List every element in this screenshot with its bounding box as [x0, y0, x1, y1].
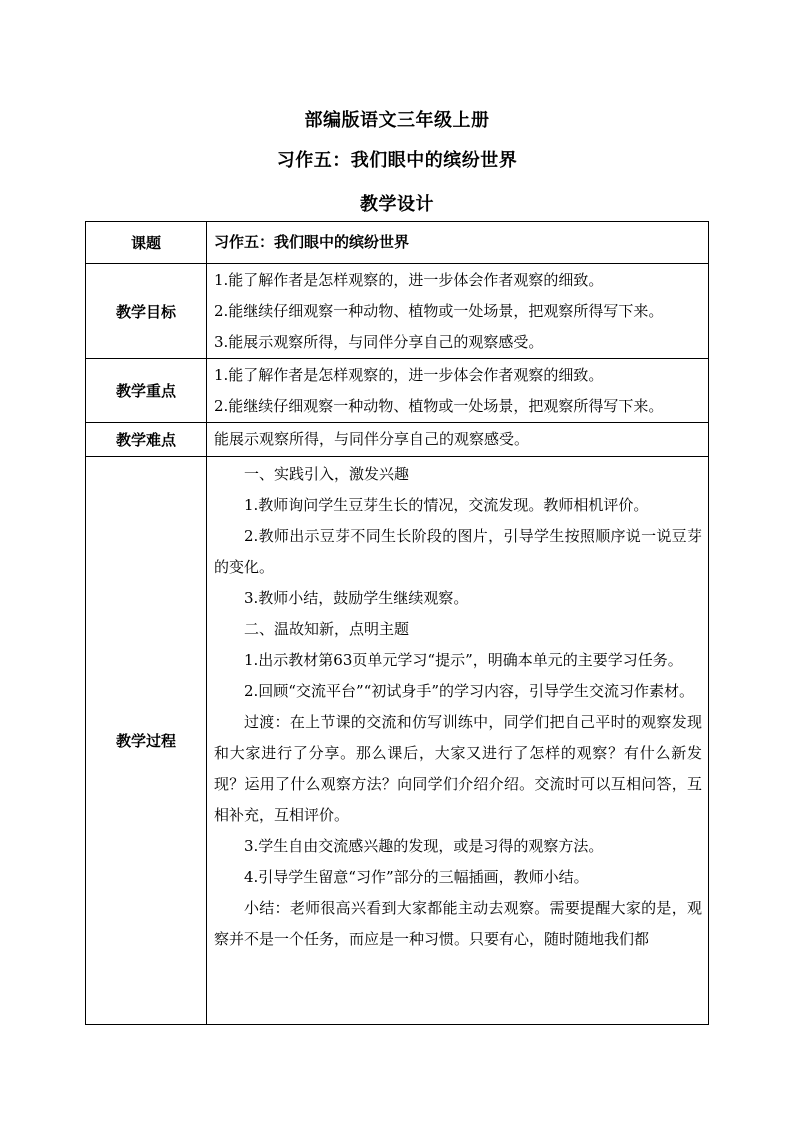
process-paragraph: 3.教师小结，鼓励学生继续观察。 — [244, 589, 469, 607]
list-item: 1.能了解作者是怎样观察的，进一步体会作者观察的细致。 — [214, 270, 604, 289]
table-row-difficulty — [86, 423, 709, 457]
topic-label: 课题 — [86, 222, 207, 264]
goals-label: 教学目标 — [86, 264, 207, 359]
lesson-title: 习作五：我们眼中的缤纷世界 — [276, 150, 518, 171]
key-points-content — [207, 359, 709, 423]
process-paragraph: 一、实践引入，激发兴趣 — [244, 465, 410, 483]
table-row-topic — [86, 222, 709, 264]
process-paragraph: 2.回顾“交流平台”“初试身手”的学习内容，引导学生交流习作素材。 — [244, 682, 694, 700]
list-item: 2.能继续仔细观察一种动物、植物或一处场景，把观察所得写下来。 — [214, 396, 664, 415]
document-subtitle: 教学设计 — [360, 194, 434, 215]
difficulty-text: 能展示观察所得，与同伴分享自己的观察感受。 — [214, 430, 530, 448]
list-item: 3.能展示观察所得，与同伴分享自己的观察感受。 — [214, 332, 544, 351]
process-paragraph: 1.出示教材第63页单元学习“提示”，明确本单元的主要学习任务。 — [244, 651, 683, 669]
process-paragraph: 4.引导学生留意“习作”部分的三幅插画，教师小结。 — [244, 868, 589, 886]
table-row-goals — [86, 264, 709, 359]
list-item: 1.能了解作者是怎样观察的，进一步体会作者观察的细致。 — [214, 365, 604, 384]
process-paragraph: 二、温故知新，点明主题 — [244, 620, 410, 638]
process-content — [207, 457, 709, 1025]
process-paragraph: 1.教师询问学生豆芽生长的情况，交流发现。教师相机评价。 — [244, 496, 649, 514]
process-label: 教学过程 — [86, 457, 207, 1025]
topic-text: 习作五：我们眼中的缤纷世界 — [214, 233, 410, 251]
table-row-process — [86, 457, 709, 1025]
list-item: 2.能继续仔细观察一种动物、植物或一处场景，把观察所得写下来。 — [214, 301, 664, 320]
key-points-label: 教学重点 — [86, 359, 207, 423]
topic-value — [207, 222, 709, 264]
process-paragraph: 过渡：在上节课的交流和仿写训练中，同学们把自己平时的观察发现和大家进行了分享。那么课后，大家又进行了怎样的观察？有什么新发现？运用了什么观察方法？向同学们介绍介绍。交流时可以互相问答，互相补充，互相评价。 — [214, 713, 702, 824]
process-paragraph: 2.教师出示豆芽不同生长阶段的图片，引导学生按照顺序说一说豆芽的变化。 — [214, 527, 702, 576]
table-row-key-points — [86, 359, 709, 423]
process-paragraph: 小结：老师很高兴看到大家都能主动去观察。需要提醒大家的是，观察并不是一个任务，而应是一种习惯。只要有心，随时随地我们都 — [214, 899, 702, 948]
lesson-plan-table — [85, 221, 709, 1025]
document-title: 部编版语文三年级上册 — [304, 110, 490, 131]
process-paragraph: 3.学生自由交流感兴趣的发现，或是习得的观察方法。 — [244, 837, 604, 855]
difficulty-label: 教学难点 — [86, 423, 207, 457]
difficulty-content — [207, 423, 709, 457]
goals-content — [207, 264, 709, 359]
